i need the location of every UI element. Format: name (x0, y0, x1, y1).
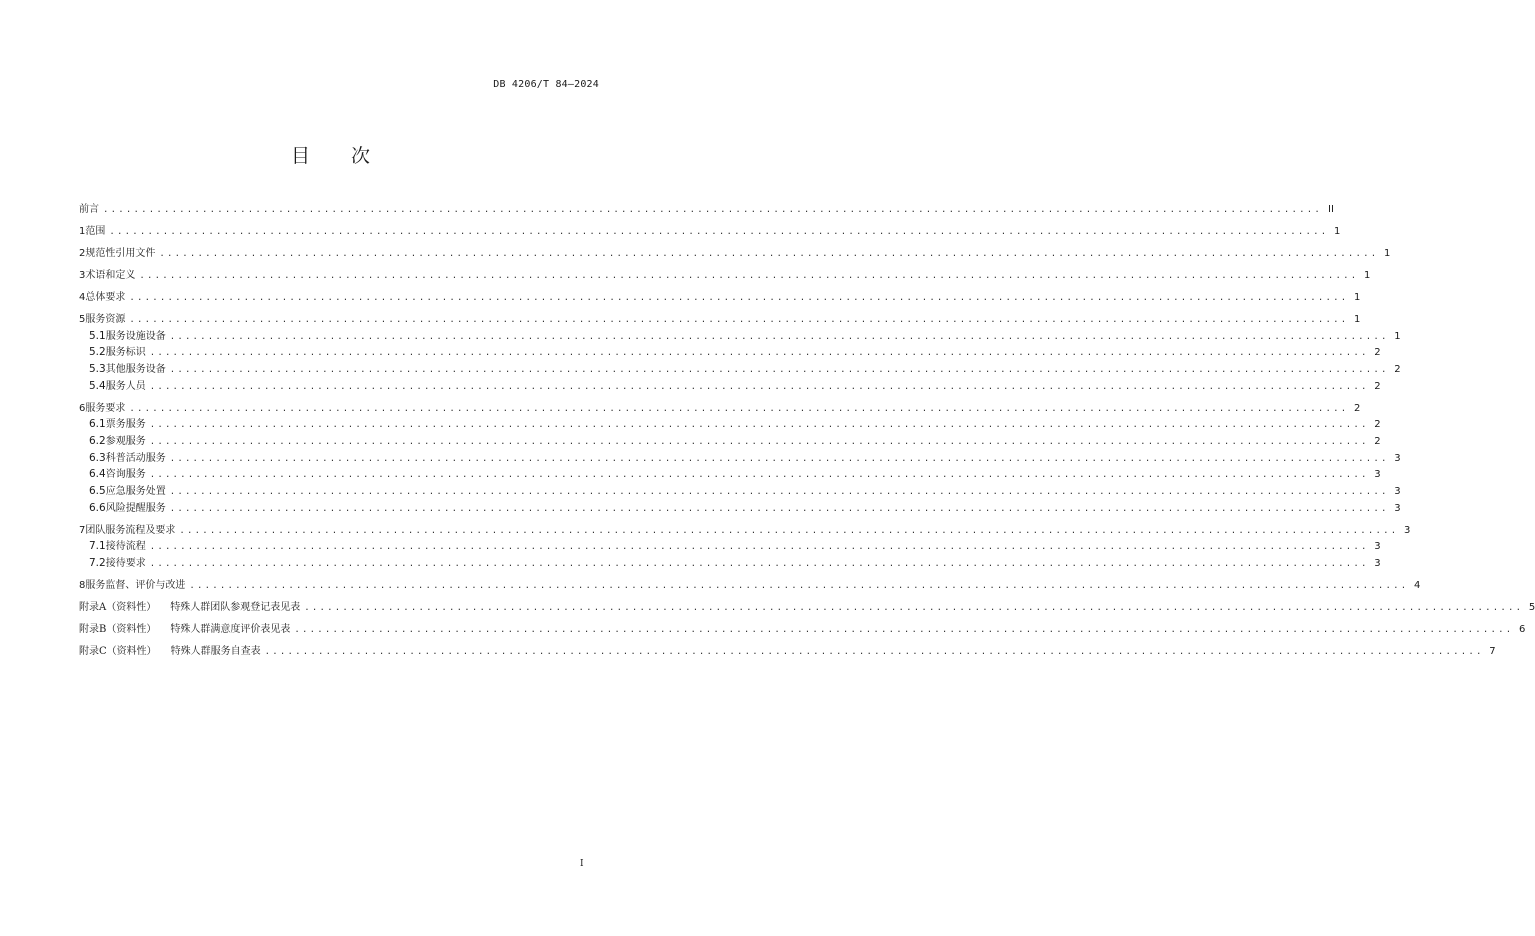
toc-entry-number: 6 (79, 402, 86, 414)
toc-entry-page: 1 (1394, 330, 1401, 342)
toc-entry[interactable] (79, 432, 1381, 449)
toc-entry-title: 咨询服务 (105, 469, 146, 481)
toc-entry-number: 5.4 (89, 379, 106, 392)
toc-entry-appendix-label: 附录C（资料性） (79, 646, 157, 658)
toc-entry[interactable] (79, 537, 1381, 554)
toc-title-char-2: 次 (351, 145, 372, 167)
toc-entry-number: 6.3 (89, 451, 106, 464)
toc-entry-page: 2 (1353, 402, 1361, 414)
toc-entry-title: 科普活动服务 (105, 452, 166, 464)
toc-entry[interactable] (79, 244, 1391, 261)
toc-entry-number: 6.2 (89, 435, 106, 448)
toc-leader-dots: ................................................................................................................................................................ (149, 542, 1369, 553)
toc-entry-number: 5.1 (89, 329, 106, 342)
toc-entry-title: 服务人员 (105, 380, 146, 392)
toc-leader-dots: ................................................................................................................................................................ (139, 270, 1359, 281)
toc-leader-dots: ................................................................................................................................................................ (169, 364, 1389, 375)
toc-entry-title: 服务资源 (85, 313, 126, 325)
toc-entry[interactable] (79, 415, 1381, 432)
toc-entry-title: 总体要求 (85, 291, 126, 303)
toc-entry-number: 6.4 (89, 468, 106, 481)
toc-entry-title: 接待流程 (105, 541, 146, 553)
toc-leader-dots: ................................................................................................................................................................ (169, 503, 1389, 514)
toc-leader-dots: ................................................................................................................................................................ (179, 525, 1399, 536)
toc-entry-appendix-label: 附录B（资料性） (79, 624, 157, 636)
toc-entry[interactable] (79, 343, 1381, 360)
toc-entry-page: 4 (1413, 580, 1421, 592)
toc-entry[interactable] (79, 327, 1401, 344)
toc-entry-title: 参观服务 (105, 436, 146, 448)
toc-entry-number: 6.6 (89, 501, 106, 514)
toc-entry-page: 3 (1374, 541, 1381, 553)
toc-entry-title: 应急服务处置 (105, 486, 166, 498)
toc-entry-page: 3 (1394, 486, 1401, 498)
toc-entry-title: 服务要求 (85, 402, 126, 414)
toc-entry-title: 服务设施设备 (105, 330, 166, 342)
toc-entry-number: 7.1 (89, 540, 106, 553)
page-number: I (580, 859, 584, 869)
toc-entry-title: 特殊人群满意度评价表见表 (170, 624, 291, 636)
toc-title (0, 141, 662, 168)
toc-entry-title: 特殊人群团队参观登记表见表 (170, 602, 301, 614)
toc-entry[interactable] (79, 465, 1381, 482)
toc-entry-page: 1 (1363, 269, 1371, 281)
toc-entry[interactable] (79, 642, 1496, 659)
toc-entry[interactable] (79, 310, 1361, 327)
toc-entry-title: 接待要求 (105, 558, 146, 570)
toc-leader-dots: ................................................................................................................................................................ (149, 381, 1369, 392)
toc-entry[interactable] (79, 554, 1381, 571)
toc-entry[interactable] (79, 399, 1361, 416)
toc-entry-title: 前言 (79, 204, 99, 215)
toc-leader-dots: ................................................................................................................................................................ (149, 420, 1369, 431)
toc-entry-number: 5.3 (89, 362, 106, 375)
toc-entry-page: 1 (1383, 247, 1391, 259)
toc-leader-dots: ................................................................................................................................................................ (149, 348, 1369, 359)
toc-entry-page: 2 (1374, 419, 1381, 431)
toc-leader-dots: ................................................................................................................................................................ (304, 603, 1524, 614)
toc-entry-page: 1 (1333, 225, 1341, 237)
toc-entry-page: 2 (1374, 347, 1381, 359)
toc-entry-title: 术语和定义 (85, 269, 136, 281)
toc-entry-page: 6 (1518, 624, 1526, 636)
toc-entry-page: 7 (1489, 646, 1496, 658)
toc-entry-page: II (1328, 204, 1334, 215)
toc-entry-title: 服务监督、评价与改进 (85, 580, 186, 592)
toc-leader-dots: ................................................................................................................................................................ (149, 559, 1369, 570)
toc-entry-title: 票务服务 (105, 419, 146, 431)
toc-entry-number: 8 (79, 580, 86, 592)
toc-entry[interactable] (79, 222, 1341, 239)
toc-entry[interactable] (79, 620, 1526, 637)
toc-entry-page: 1 (1353, 291, 1361, 303)
toc-entry-page: 2 (1394, 363, 1401, 375)
toc-entry[interactable] (79, 360, 1401, 377)
toc-entry[interactable] (79, 449, 1401, 466)
toc-entry-number: 6.5 (89, 485, 106, 498)
toc-entry-page: 3 (1394, 452, 1401, 464)
toc-entry-number: 2 (79, 247, 86, 259)
toc-leader-dots: ................................................................................................................................................................ (169, 453, 1389, 464)
toc-entry-number: 7.2 (89, 557, 106, 570)
toc-leader-dots: ................................................................................................................................................................ (169, 487, 1389, 498)
toc-entry-title: 规范性引用文件 (85, 247, 156, 259)
toc-leader-dots: ................................................................................................................................................................ (169, 331, 1389, 342)
toc-entry-number: 3 (79, 269, 86, 281)
toc-entry[interactable] (79, 521, 1411, 538)
table-of-contents (79, 200, 1535, 659)
toc-entry[interactable] (79, 200, 1334, 217)
toc-entry[interactable] (79, 576, 1421, 593)
toc-leader-dots: ................................................................................................................................................................ (103, 205, 1322, 215)
toc-entry-page: 1 (1353, 313, 1361, 325)
toc-entry-title: 其他服务设备 (105, 363, 166, 375)
toc-title-char-1: 目 (290, 145, 311, 167)
toc-entry[interactable] (79, 288, 1361, 305)
toc-entry-number: 6.1 (89, 418, 106, 431)
document-code: DB 4206/T 84—2024 (493, 79, 599, 90)
toc-entry-page: 3 (1394, 502, 1401, 514)
toc-entry-title: 范围 (85, 225, 106, 237)
toc-entry[interactable] (79, 598, 1535, 615)
toc-entry-number: 7 (79, 524, 86, 536)
toc-leader-dots: ................................................................................................................................................................ (264, 647, 1484, 658)
toc-entry-number: 5 (79, 313, 86, 325)
toc-leader-dots: ................................................................................................................................................................ (294, 625, 1514, 636)
toc-entry[interactable] (79, 377, 1381, 394)
toc-entry[interactable] (79, 482, 1401, 499)
toc-entry-page: 5 (1528, 602, 1535, 614)
toc-entry-number: 1 (79, 225, 86, 237)
toc-entry-title: 特殊人群服务自查表 (170, 646, 261, 658)
toc-leader-dots: ................................................................................................................................................................ (129, 403, 1349, 414)
toc-entry-page: 3 (1374, 469, 1381, 481)
toc-entry-page: 3 (1374, 558, 1381, 570)
toc-leader-dots: ................................................................................................................................................................ (129, 292, 1349, 303)
toc-entry-number: 5.2 (89, 346, 106, 359)
toc-leader-dots: ................................................................................................................................................................ (149, 470, 1369, 481)
toc-entry[interactable] (79, 266, 1371, 283)
toc-entry-number: 4 (79, 291, 86, 303)
toc-entry-page: 2 (1374, 436, 1381, 448)
toc-leader-dots: ................................................................................................................................................................ (159, 248, 1379, 259)
toc-entry-title: 服务标识 (105, 347, 146, 359)
toc-entry-page: 3 (1403, 524, 1411, 536)
toc-entry-appendix-label: 附录A（资料性） (79, 602, 157, 614)
toc-entry-title: 团队服务流程及要求 (85, 524, 176, 536)
toc-entry-page: 2 (1374, 380, 1381, 392)
toc-leader-dots: ................................................................................................................................................................ (189, 581, 1409, 592)
toc-leader-dots: ................................................................................................................................................................ (149, 437, 1369, 448)
toc-entry[interactable] (79, 499, 1401, 516)
toc-entry-title: 风险提醒服务 (105, 502, 166, 514)
toc-leader-dots: ................................................................................................................................................................ (109, 226, 1329, 237)
toc-leader-dots: ................................................................................................................................................................ (129, 314, 1349, 325)
